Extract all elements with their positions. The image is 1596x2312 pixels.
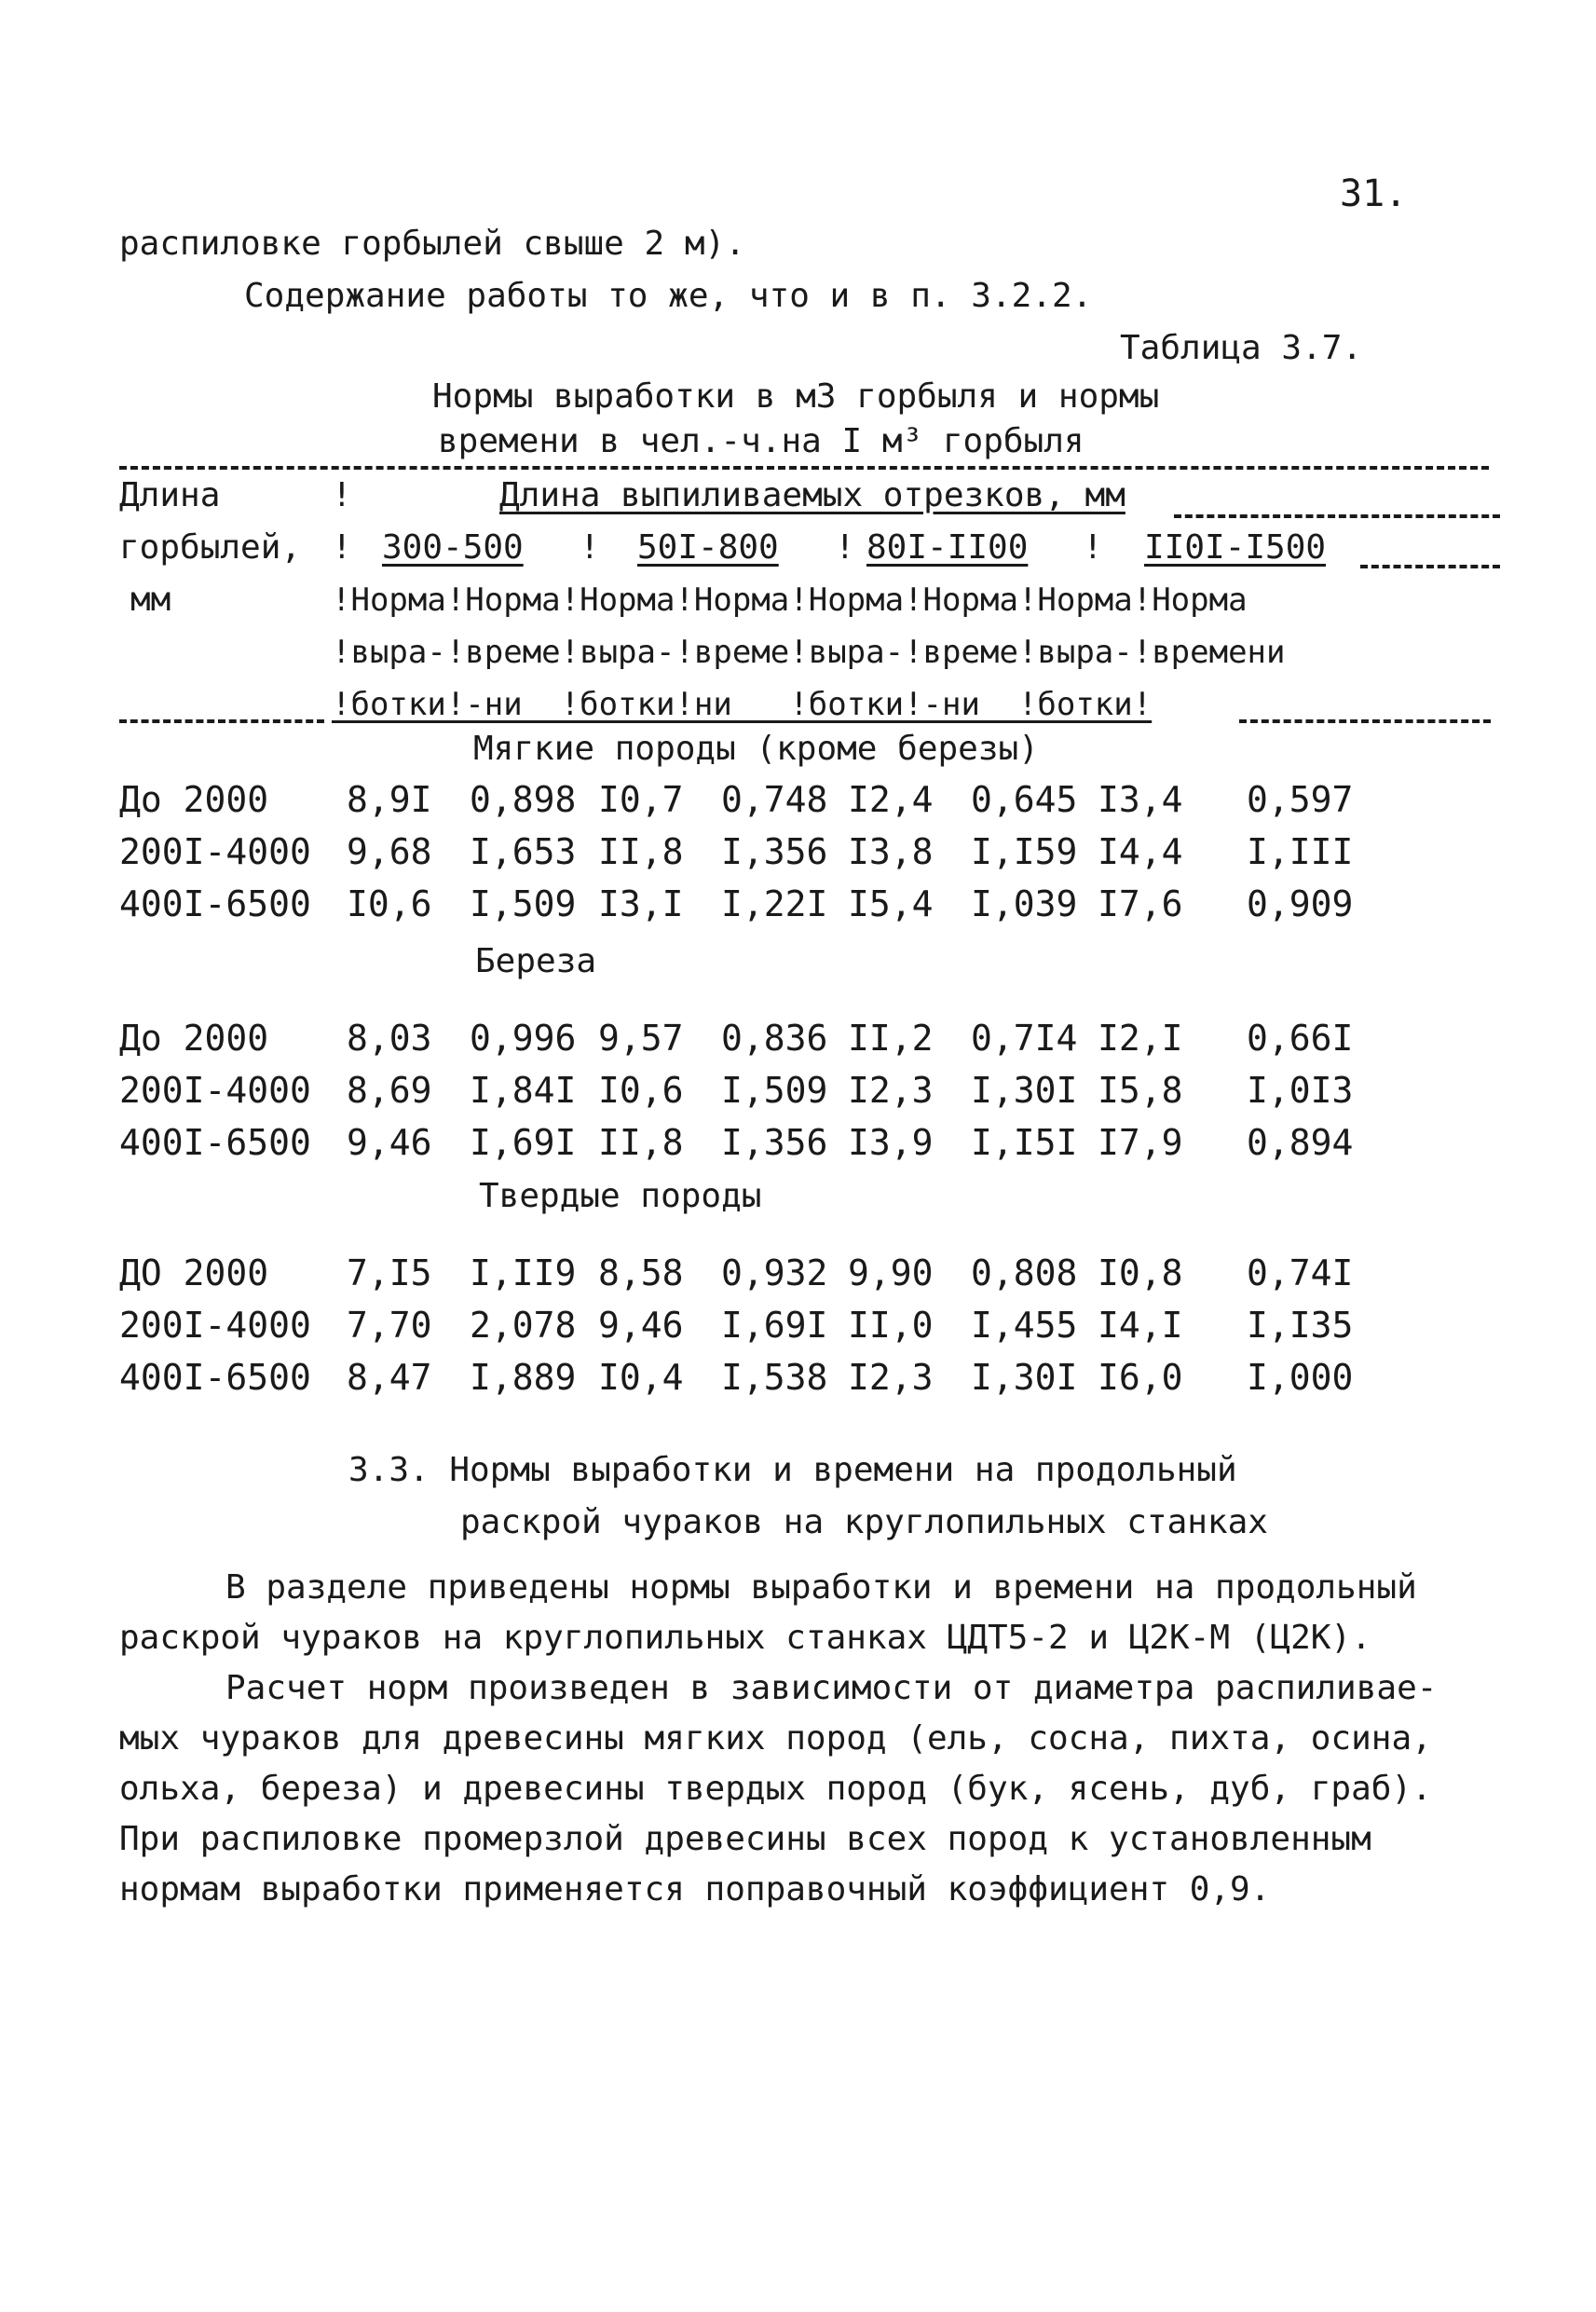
paragraph-line-5: ольха, береза) и древесины твердых пород (бук, ясень, дуб, граб). [119, 1770, 1432, 1808]
row-value-cell: 9,90 [848, 1252, 934, 1293]
row-value-cell: I,84I [470, 1070, 577, 1111]
table-row [119, 878, 1517, 930]
paragraph-line-2: раскрой чураков на круглопильных станках ЦДТ5-2 и Ц2К-М (Ц2К). [119, 1619, 1371, 1657]
row-value-cell: I2,4 [848, 779, 934, 820]
row-length-cell: 400I-6500 [119, 1357, 311, 1398]
intro-line-2: Содержание работы то же, что и в п. 3.2.2. [244, 277, 1093, 315]
header-span-rule [1174, 514, 1500, 518]
row-value-cell: I4,4 [1098, 831, 1183, 872]
row-value-cell: 9,57 [598, 1018, 684, 1059]
row-value-cell: 9,68 [347, 831, 432, 872]
header-range-rule [1360, 565, 1500, 568]
row-value-cell: I4,I [1098, 1305, 1183, 1346]
row-value-cell: I,356 [721, 831, 828, 872]
row-value-cell: 9,46 [598, 1305, 684, 1346]
row-value-cell: I,509 [721, 1070, 828, 1111]
section-heading-line-1: 3.3. Нормы выработки и времени на продольный [348, 1451, 1237, 1489]
row-value-cell: I,III [1247, 831, 1354, 872]
row-value-cell: 8,47 [347, 1357, 432, 1398]
row-value-cell: 2,078 [470, 1305, 577, 1346]
group-title-soft: Мягкие породы (кроме березы) [473, 730, 1039, 768]
row-value-cell: I2,3 [848, 1070, 934, 1111]
row-value-cell: I,000 [1247, 1357, 1354, 1398]
header-span-label: Длина выпиливаемых отрезков, мм [499, 476, 1125, 514]
row-value-cell: I,509 [470, 883, 577, 924]
table-title-line-2: времени в чел.-ч.на I м³ горбыля [438, 422, 1084, 460]
row-value-cell: I3,I [598, 883, 684, 924]
row-value-cell: 0,909 [1247, 883, 1354, 924]
row-value-cell: I,653 [470, 831, 577, 872]
row-value-cell: I3,8 [848, 831, 934, 872]
header-sub-line-1: !Норма!Норма!Норма!Норма!Норма!Норма!Норма!Норма [332, 581, 1248, 619]
header-range-3: 80I-II00 [866, 528, 1029, 567]
intro-line-1: распиловке горбылей свыше 2 м). [119, 225, 745, 263]
table-row [119, 1351, 1517, 1403]
table-top-rule [119, 466, 1489, 470]
row-value-cell: I0,6 [347, 883, 432, 924]
header-range-sep-2: ! [580, 528, 600, 567]
paragraph-line-6: При распиловке промерзлой древесины всех пород к установленным [119, 1820, 1371, 1858]
row-value-cell: I,30I [971, 1070, 1078, 1111]
row-value-cell: I,22I [721, 883, 828, 924]
header-bottom-rule-left [119, 719, 324, 723]
row-value-cell: I,I5I [971, 1122, 1078, 1163]
row-value-cell: I2,I [1098, 1018, 1183, 1059]
row-value-cell: 0,7I4 [971, 1018, 1078, 1059]
table-row [119, 773, 1517, 826]
row-value-cell: I,039 [971, 883, 1078, 924]
row-value-cell: 8,69 [347, 1070, 432, 1111]
header-range-1: 300-500 [382, 528, 524, 567]
row-value-cell: I6,0 [1098, 1357, 1183, 1398]
header-range-2: 50I-800 [637, 528, 779, 567]
header-sub-line-3: !ботки!-ни !ботки!ни !ботки!-ни !ботки! [332, 686, 1153, 723]
row-length-cell: ДО 2000 [119, 1252, 269, 1293]
row-value-cell: I,356 [721, 1122, 828, 1163]
row-length-cell: До 2000 [119, 779, 269, 820]
header-span-separator: ! [332, 476, 352, 514]
table-row [119, 1299, 1517, 1351]
row-length-cell: 400I-6500 [119, 883, 311, 924]
row-value-cell: I3,9 [848, 1122, 934, 1163]
header-range-sep-4: ! [1083, 528, 1103, 567]
row-length-cell: 400I-6500 [119, 1122, 311, 1163]
header-range-4: II0I-I500 [1144, 528, 1327, 567]
row-value-cell: I0,4 [598, 1357, 684, 1398]
table-caption: Таблица 3.7. [1120, 329, 1363, 367]
row-value-cell: II,8 [598, 1122, 684, 1163]
section-heading-line-2: раскрой чураков на круглопильных станках [460, 1503, 1268, 1541]
row-value-cell: I,II9 [470, 1252, 577, 1293]
row-value-cell: I7,9 [1098, 1122, 1183, 1163]
row-value-cell: 8,9I [347, 779, 432, 820]
row-value-cell: 0,597 [1247, 779, 1354, 820]
row-value-cell: I,455 [971, 1305, 1078, 1346]
paragraph-line-3: Расчет норм произведен в зависимости от диаметра распиливае- [225, 1669, 1438, 1707]
row-value-cell: I0,7 [598, 779, 684, 820]
row-value-cell: 0,898 [470, 779, 577, 820]
table-row [119, 826, 1517, 878]
header-left-line-2: горбылей, [119, 528, 302, 567]
row-value-cell: 0,74I [1247, 1252, 1354, 1293]
row-value-cell: I,889 [470, 1357, 577, 1398]
header-bottom-rule-right [1239, 719, 1491, 723]
row-value-cell: 0,808 [971, 1252, 1078, 1293]
row-value-cell: 8,58 [598, 1252, 684, 1293]
row-value-cell: 0,645 [971, 779, 1078, 820]
row-value-cell: I2,3 [848, 1357, 934, 1398]
group-title-hard: Твердые породы [479, 1177, 762, 1215]
row-value-cell: 0,66I [1247, 1018, 1354, 1059]
table-row [119, 1247, 1517, 1299]
header-range-sep-1: ! [332, 528, 352, 567]
header-range-sep-3: ! [835, 528, 855, 567]
row-value-cell: I5,8 [1098, 1070, 1183, 1111]
row-value-cell: I0,6 [598, 1070, 684, 1111]
row-value-cell: I,I35 [1247, 1305, 1354, 1346]
row-value-cell: 7,70 [347, 1305, 432, 1346]
page-number: 31. [1340, 172, 1408, 215]
row-value-cell: I,0I3 [1247, 1070, 1354, 1111]
row-value-cell: I5,4 [848, 883, 934, 924]
row-length-cell: 200I-4000 [119, 831, 311, 872]
paragraph-line-4: мых чураков для древесины мягких пород (ель, сосна, пихта, осина, [119, 1719, 1432, 1758]
row-value-cell: 0,836 [721, 1018, 828, 1059]
row-value-cell: II,8 [598, 831, 684, 872]
row-value-cell: II,0 [848, 1305, 934, 1346]
row-value-cell: I,30I [971, 1357, 1078, 1398]
group-title-birch: Береза [475, 942, 597, 980]
row-value-cell: 9,46 [347, 1122, 432, 1163]
row-value-cell: I,69I [470, 1122, 577, 1163]
row-value-cell: II,2 [848, 1018, 934, 1059]
row-value-cell: I7,6 [1098, 883, 1183, 924]
row-length-cell: До 2000 [119, 1018, 269, 1059]
row-value-cell: I3,4 [1098, 779, 1183, 820]
row-value-cell: 0,894 [1247, 1122, 1354, 1163]
table-row [119, 1064, 1517, 1116]
paragraph-line-7: нормам выработки применяется поправочный коэффициент 0,9. [119, 1870, 1271, 1908]
row-value-cell: 0,932 [721, 1252, 828, 1293]
header-sub-line-2: !выра-!време!выра-!време!выра-!време!выра-!времени [332, 634, 1286, 671]
row-value-cell: 0,748 [721, 779, 828, 820]
table-title-line-1: Нормы выработки в м3 горбыля и нормы [432, 377, 1160, 416]
row-value-cell: 8,03 [347, 1018, 432, 1059]
row-length-cell: 200I-4000 [119, 1305, 311, 1346]
header-left-line-1: Длина [119, 476, 221, 514]
row-value-cell: I,69I [721, 1305, 828, 1346]
table-row [119, 1116, 1517, 1169]
header-left-line-3: мм [130, 581, 171, 619]
row-value-cell: 7,I5 [347, 1252, 432, 1293]
table-row [119, 1012, 1517, 1064]
row-value-cell: I,538 [721, 1357, 828, 1398]
row-length-cell: 200I-4000 [119, 1070, 311, 1111]
row-value-cell: I0,8 [1098, 1252, 1183, 1293]
row-value-cell: I,I59 [971, 831, 1078, 872]
row-value-cell: 0,996 [470, 1018, 577, 1059]
paragraph-line-1: В разделе приведены нормы выработки и времени на продольный [225, 1568, 1417, 1607]
